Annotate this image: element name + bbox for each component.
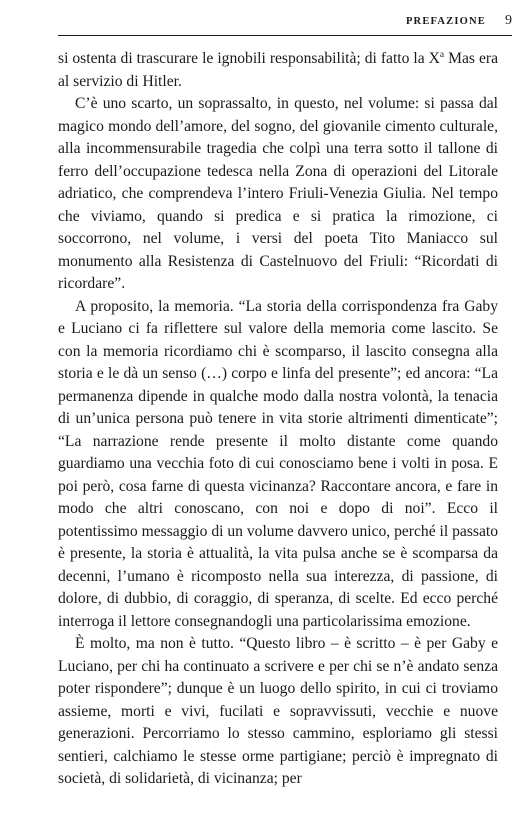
paragraph: C’è uno scarto, un soprassalto, in questo, nel volume: si passa dal magico mondo dell’amore, del sogno, del giovanile cimento culturale, alla incommensurabile tragedia che colpì una terra sotto il tallone di ferro dell’occupazione tedesca nella Zona di operazioni del Litorale adriatico, che comprendeva l’intero Friuli-Venezia Giulia. Nel tempo che viviamo, quando si predica e si pratica la rimozione, ci soccorrono, nel volume, i versi del poeta Tito Maniacco sul monumento alla Resistenza di Castelnuovo del Friuli: “Ricordati di ricordare”.	[58, 95, 498, 292]
paragraph: È molto, ma non è tutto. “Questo libro – è scritto – è per Gaby e Luciano, per chi ha continuato a scrivere e per chi se n’è andato senza poter rispondere”; dunque è un luogo dello spirito, in cui ci troviamo assieme, morti e vivi, fucilati e sopravvissuti, vecchie e nuove generazioni. Percorriamo lo stesso cammino, esploriamo gli stessi sentieri, calchiamo le stesse orme partigiane; perciò è impregnato di società, di solidarietà, di vicinanza; per	[58, 635, 498, 787]
running-header-title: PREFAZIONE	[405, 16, 486, 27]
paragraph-continuation	[58, 48, 498, 93]
running-header	[58, 13, 512, 33]
superscript-ordinal: a	[439, 49, 445, 60]
body-text	[58, 48, 498, 791]
page-number: 9	[505, 13, 512, 28]
paragraph-text: si ostenta di trascurare le ignobili responsabilità; di fatto la X	[58, 50, 440, 67]
paragraph: A proposito, la memoria. “La storia della corrispondenza fra Gaby e Luciano ci fa riflettere sul valore della memoria come lascito. Se con la memoria ricordiamo chi è scomparso, il lascito consegna alla storia e le dà un senso (…) corpo e linfa del presente”; ed ancora: “La permanenza dipende in qualche modo dalla nostra volontà, la tenacia di un’unica persona può tenere in vita storie altrimenti dimenticate”; “La narrazione rende presente il molto distante come quando guardiamo una vecchia foto di cui conosciamo bene i volti in posa. E poi però, cosa farne di questa vicinanza? Raccontare ancora, e fare in modo che altri conoscano, con noi e dopo di noi”. Ecco il potentissimo messaggio di un volume davvero unico, perché il passato è presente, la storia è attualità, la vita pulsa anche se è scomparsa da decenni, l’umano è ricomposto nella sua interezza, di passione, di dolore, di dubbio, di coraggio, di speranza, di scelte. Ed ecco perché interroga il lettore consegnandogli una particolarissima emozione.	[58, 297, 499, 630]
paragraph-text: Mas era al servizio di Hitler.	[58, 50, 498, 90]
header-rule	[58, 35, 512, 36]
